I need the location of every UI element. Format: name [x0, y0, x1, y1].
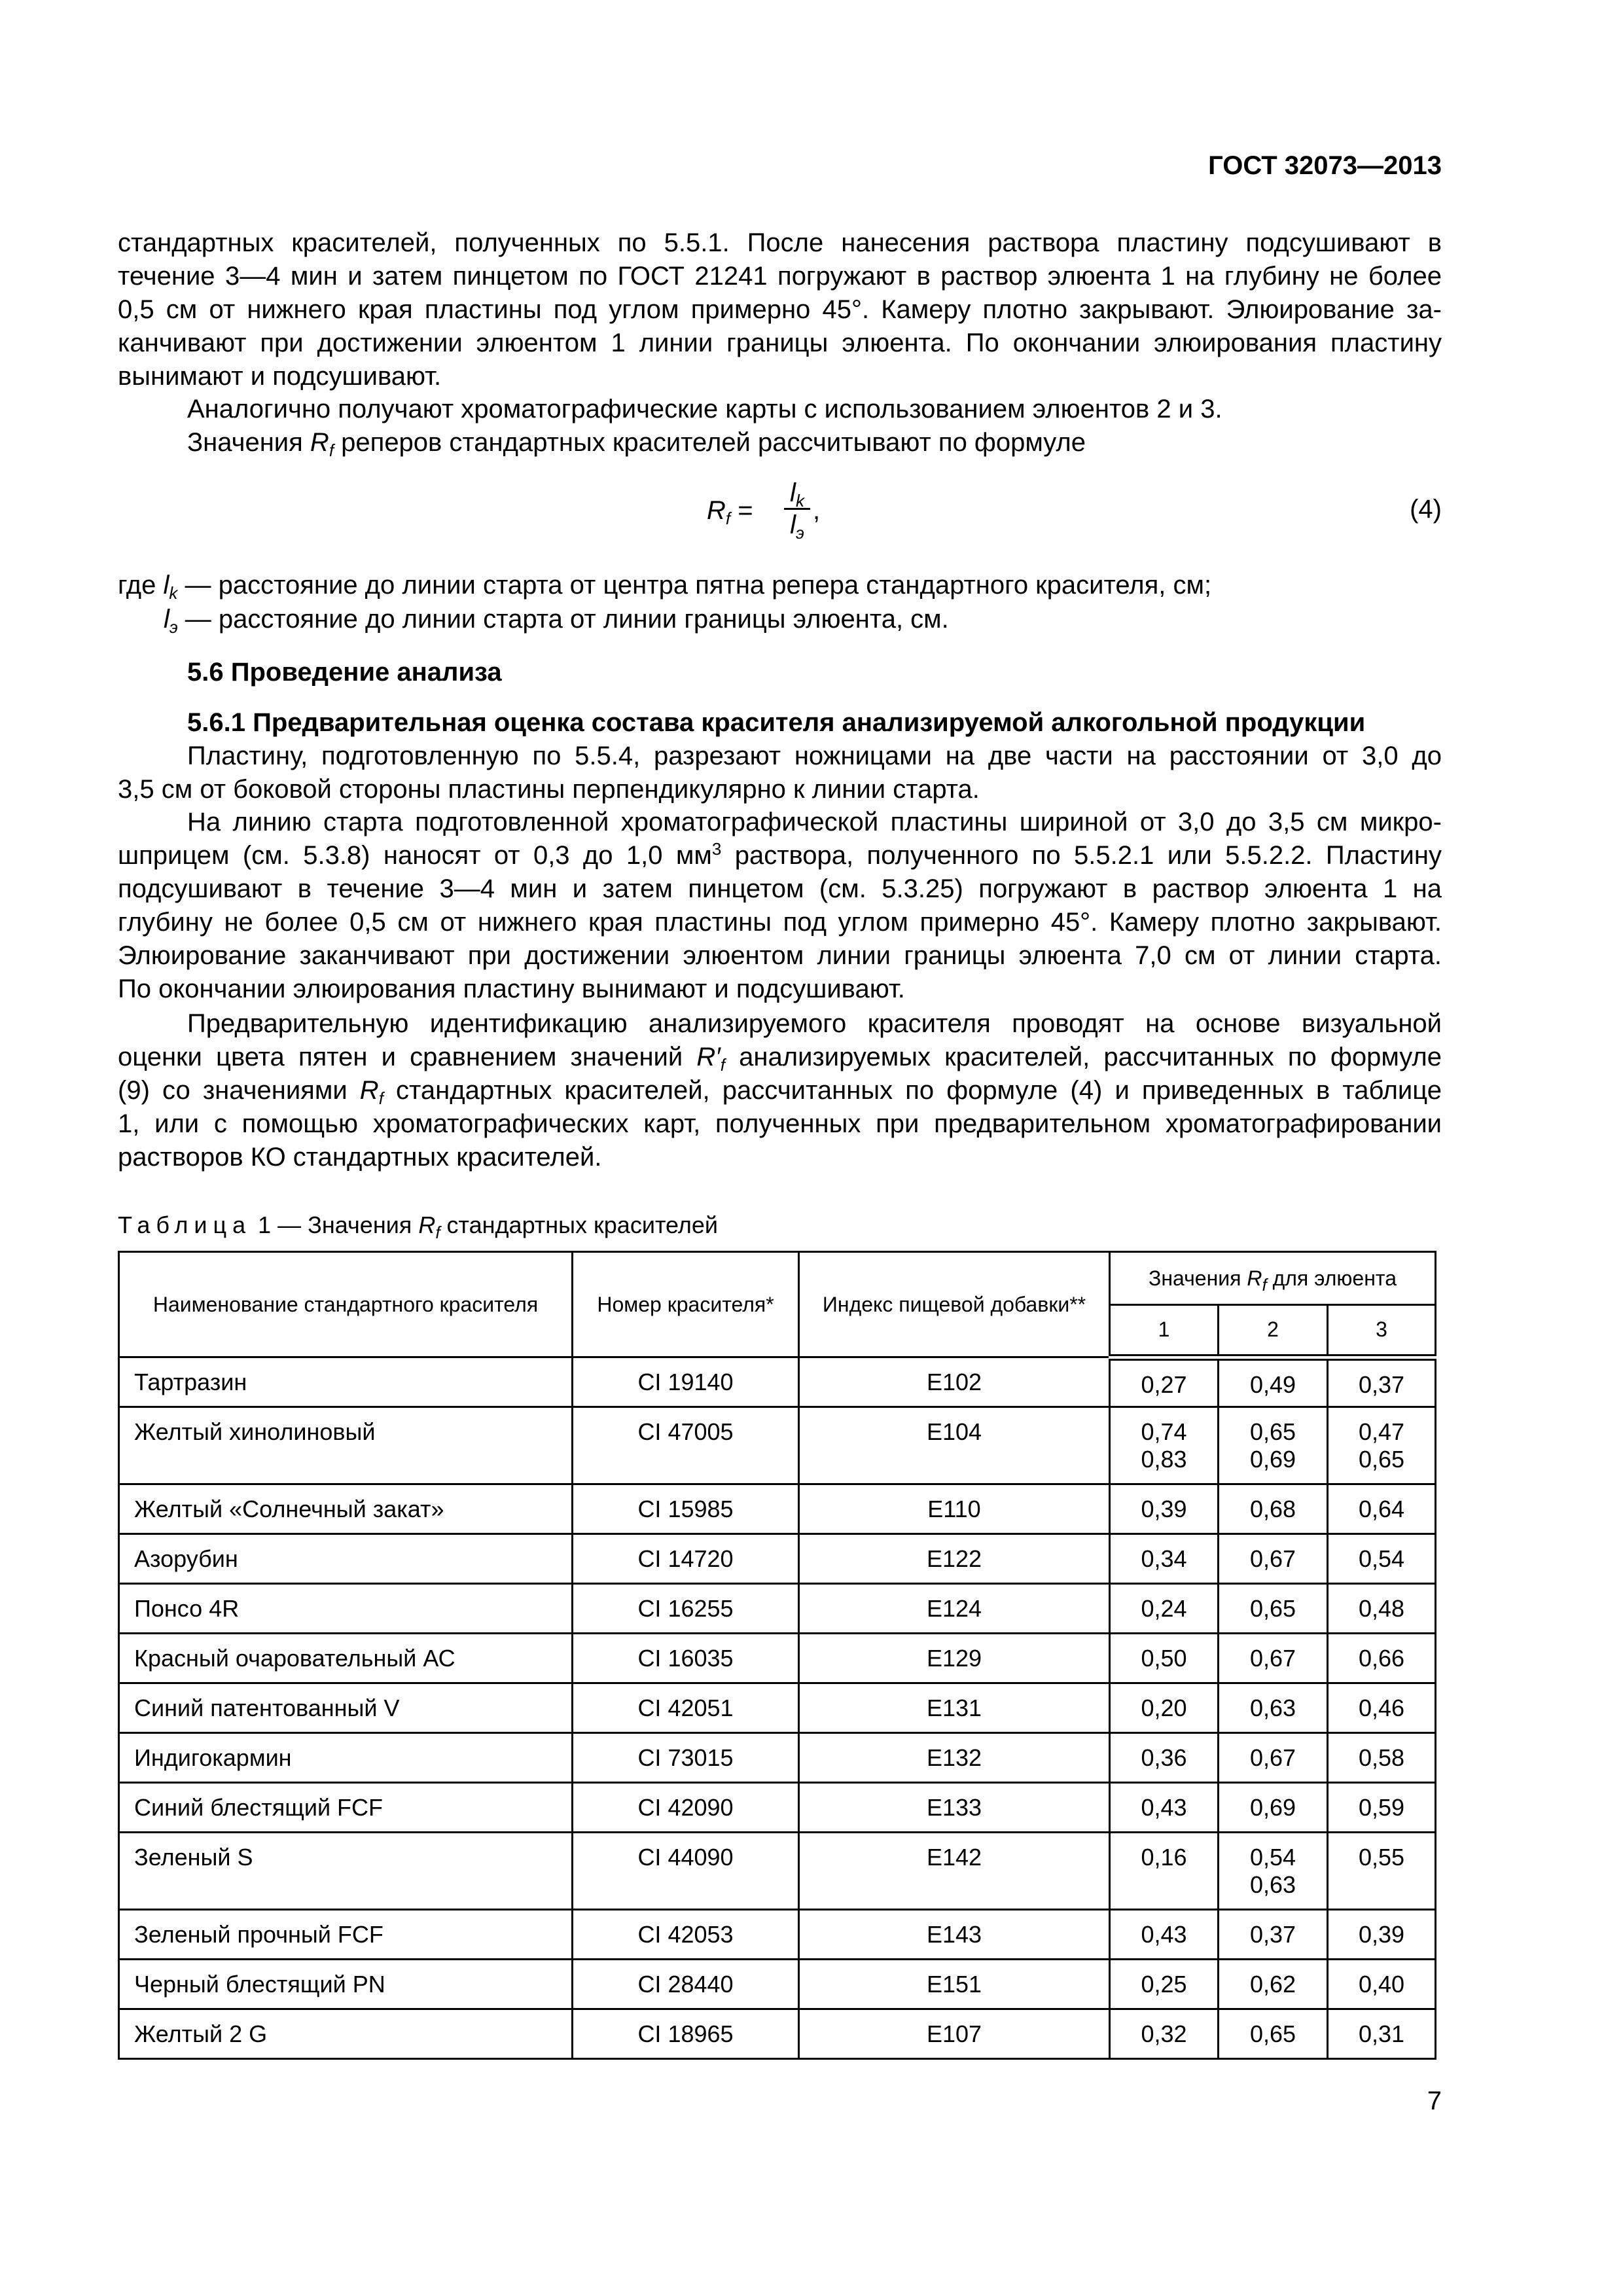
text-segment: — расстояние до линии старта от линии границы элюента, см. — [177, 605, 949, 634]
text-line: 3,5 см от боковой стороны пластины перпендикулярно к линии старта. — [118, 775, 980, 804]
header-rf-values — [1110, 1252, 1436, 1305]
text-line: Элюирование заканчивают при достижении элюентом линии границы элюента 7,0 см от линии старта. — [118, 941, 1442, 970]
food-index-cell: E104 — [799, 1407, 1110, 1484]
food-index-cell: E151 — [799, 1960, 1110, 2009]
formula-denominator — [784, 510, 810, 543]
food-index-cell: E107 — [799, 2009, 1110, 2059]
caption-text: 1 — Значения — [251, 1211, 419, 1238]
rf-eluent-3-cell: 0,64 — [1328, 1484, 1436, 1534]
rf-eluent-2-cell: 0,63 — [1219, 1683, 1328, 1733]
rf-eluent-2-cell: 0,54 0,63 — [1219, 1833, 1328, 1910]
rf-eluent-3-cell: 0,37 — [1328, 1357, 1436, 1407]
rf-eluent-3-cell: 0,47 0,65 — [1328, 1407, 1436, 1484]
table-caption — [118, 1209, 718, 1242]
dye-number-cell: CI 19140 — [573, 1357, 799, 1407]
dye-number-cell: CI 16255 — [573, 1584, 799, 1634]
text-line: 0,5 см от нижнего края пластины под углом примерно 45°. Камеру плотно закрывают. Элюирование за- — [118, 295, 1442, 324]
table-row — [119, 1584, 1436, 1634]
text-line: 5.6.1 Предварительная оценка состава красителя анализируемой алкогольной продукции — [187, 708, 1366, 737]
rf-eluent-1-cell: 0,74 0,83 — [1110, 1407, 1219, 1484]
dye-name-cell: Тартразин — [119, 1357, 573, 1407]
dye-name-cell: Красный очаровательный АС — [119, 1634, 573, 1683]
rf-eluent-2-cell: 0,67 — [1219, 1534, 1328, 1584]
rf-eluent-1-cell: 0,32 — [1110, 2009, 1219, 2059]
dye-name-cell: Желтый «Солнечный закат» — [119, 1484, 573, 1534]
dye-number-cell: CI 42053 — [573, 1910, 799, 1960]
text-line: Аналогично получают хроматографические карты с использованием элюентов 2 и 3. — [187, 395, 1222, 423]
dye-number-cell: CI 42090 — [573, 1783, 799, 1833]
formula-var-r: R — [707, 496, 726, 525]
where-definition-le — [164, 603, 1488, 636]
formula-fraction — [784, 478, 810, 543]
formula-equals: = — [730, 496, 760, 525]
rf-eluent-2-cell: 0,65 — [1219, 2009, 1328, 2059]
equation-number: (4) — [1410, 495, 1442, 524]
rf-eluent-1-cell: 0,50 — [1110, 1634, 1219, 1683]
text-line — [118, 839, 1442, 872]
page-number: 7 — [1427, 2087, 1442, 2115]
text-segment: 3 — [711, 839, 722, 859]
rf-eluent-2-cell: 0,62 — [1219, 1960, 1328, 2009]
table-row — [119, 1357, 1436, 1407]
rf-eluent-3-cell: 0,55 — [1328, 1833, 1436, 1910]
text-line: глубину не более 0,5 см от нижнего края пластины под углом примерно 45°. Камеру плотно закрывают. — [118, 908, 1442, 937]
rf-eluent-1-cell: 0,27 — [1110, 1357, 1219, 1407]
section-heading-5-6-1 — [118, 706, 1442, 740]
paragraph-cut-plate — [118, 740, 1442, 806]
text-segment: R — [359, 1076, 379, 1105]
text-line: 5.6 Проведение анализа — [187, 658, 502, 687]
text-segment: оценки цвета пятен и сравнением значений — [118, 1043, 697, 1071]
text-segment: l — [163, 571, 169, 600]
section-heading-5-6 — [118, 656, 1442, 689]
rf-eluent-2-cell: 0,65 0,69 — [1219, 1407, 1328, 1484]
caption-label: Таблица — [118, 1211, 252, 1238]
table-row — [119, 1407, 1436, 1484]
formula-numerator — [784, 478, 810, 511]
text-line — [118, 1074, 1442, 1107]
text-line — [118, 1041, 1442, 1074]
formula-sub-f: f — [725, 509, 731, 528]
rf-eluent-1-cell: 0,39 — [1110, 1484, 1219, 1534]
text-line: Предварительную идентификацию анализируемого красителя проводят на основе визуальной — [187, 1009, 1442, 1038]
food-index-cell: E110 — [799, 1484, 1110, 1534]
rf-header-post: для элюента — [1266, 1266, 1397, 1290]
rf-eluent-1-cell: 0,36 — [1110, 1733, 1219, 1783]
table-row — [119, 1634, 1436, 1683]
rf-eluent-2-cell: 0,37 — [1219, 1910, 1328, 1960]
header-food-additive-index: Индекс пищевой добавки** — [799, 1252, 1110, 1357]
text-line: вынимают и подсушивают. — [118, 362, 442, 391]
dye-name-cell: Синий патентованный V — [119, 1683, 573, 1733]
food-index-cell: E132 — [799, 1733, 1110, 1783]
rf-eluent-3-cell: 0,54 — [1328, 1534, 1436, 1584]
food-index-cell: E143 — [799, 1910, 1110, 1960]
denominator-sub: э — [796, 523, 804, 543]
rf-eluent-3-cell: 0,58 — [1328, 1733, 1436, 1783]
dye-name-cell: Желтый 2 G — [119, 2009, 573, 2059]
rf-eluent-1-cell: 0,20 — [1110, 1683, 1219, 1733]
formula-comma: , — [813, 496, 821, 525]
table-row — [119, 1783, 1436, 1833]
header-eluent-2: 2 — [1219, 1305, 1328, 1357]
dye-number-cell: CI 44090 — [573, 1833, 799, 1910]
text-segment: l — [164, 605, 169, 634]
text-line: По окончании элюирования пластину вынимают и подсушивают. — [118, 975, 905, 1003]
rf-header-var: R — [1247, 1266, 1262, 1290]
food-index-cell: E102 — [799, 1357, 1110, 1407]
numerator-sub: k — [795, 491, 804, 511]
rf-eluent-1-cell: 0,34 — [1110, 1534, 1219, 1584]
caption-sub: f — [435, 1223, 440, 1242]
dye-name-cell: Черный блестящий PN — [119, 1960, 573, 2009]
dye-number-cell: CI 16035 — [573, 1634, 799, 1683]
text-line: растворов КО стандартных красителей. — [118, 1143, 602, 1172]
table-row — [119, 1833, 1436, 1910]
rf-eluent-1-cell: 0,16 — [1110, 1833, 1219, 1910]
document-code-header: ГОСТ 32073—2013 — [1208, 151, 1442, 180]
food-index-cell: E131 — [799, 1683, 1110, 1733]
paragraph-rf-formula-intro — [118, 426, 1442, 459]
paragraph-identification — [118, 1007, 1442, 1174]
rf-eluent-2-cell: 0,65 — [1219, 1584, 1328, 1634]
text-line: 1, или с помощью хроматографических карт, полученных при предварительном хроматографировании — [118, 1109, 1442, 1138]
table-row — [119, 1733, 1436, 1783]
text-line: стандартных красителей, полученных по 5.5.1. После нанесения раствора пластину подсушивают в — [118, 228, 1442, 257]
denominator-var: l — [790, 511, 796, 539]
rf-eluent-2-cell: 0,68 — [1219, 1484, 1328, 1534]
rf-eluent-2-cell: 0,67 — [1219, 1634, 1328, 1683]
rf-header-pre: Значения — [1149, 1266, 1247, 1290]
table-row — [119, 1960, 1436, 2009]
header-dye-number: Номер красителя* — [573, 1252, 799, 1357]
text-segment: — расстояние до линии старта от центра пятна репера стандартного красителя, см; — [177, 571, 1212, 600]
rf-eluent-1-cell: 0,25 — [1110, 1960, 1219, 2009]
caption-var: R — [418, 1211, 436, 1238]
rf-eluent-3-cell: 0,66 — [1328, 1634, 1436, 1683]
text-segment: Значения — [187, 428, 310, 457]
text-segment: f — [720, 1055, 725, 1075]
text-segment: реперов стандартных красителей рассчитывают по формуле — [334, 428, 1086, 457]
dye-name-cell: Индигокармин — [119, 1733, 573, 1783]
dye-name-cell: Азорубин — [119, 1534, 573, 1584]
rf-eluent-3-cell: 0,48 — [1328, 1584, 1436, 1634]
dye-name-cell: Синий блестящий FCF — [119, 1783, 573, 1833]
paragraph-eluent-1 — [118, 226, 1442, 393]
rf-eluent-3-cell: 0,59 — [1328, 1783, 1436, 1833]
text-segment: раствора, полученного по 5.5.2.1 или 5.5.2.2. Пластину — [721, 841, 1442, 870]
rf-eluent-3-cell: 0,40 — [1328, 1960, 1436, 2009]
text-line: течение 3—4 мин и затем пинцетом по ГОСТ 21241 погружают в раствор элюента 1 на глубину не более — [118, 262, 1442, 291]
text-segment: где — [118, 571, 164, 600]
where-definition-lk — [118, 569, 1442, 602]
table-row — [119, 1910, 1436, 1960]
text-line: подсушивают в течение 3—4 мин и затем пинцетом (см. 5.3.25) погружают в раствор элюента 1 на — [118, 874, 1442, 903]
text-segment: R — [310, 428, 329, 457]
table-row — [119, 2009, 1436, 2059]
rf-values-table — [118, 1251, 1436, 2060]
rf-header-sub: f — [1262, 1274, 1267, 1295]
dye-number-cell: CI 15985 — [573, 1484, 799, 1534]
table-row — [119, 1683, 1436, 1733]
numerator-var: l — [790, 478, 796, 507]
text-line — [118, 569, 1442, 602]
text-segment: R′ — [696, 1043, 721, 1071]
text-segment: анализируемых красителей, рассчитанных по формуле — [725, 1043, 1442, 1071]
rf-eluent-3-cell: 0,31 — [1328, 2009, 1436, 2059]
table-row — [119, 1534, 1436, 1584]
paragraph-eluents-2-3 — [118, 393, 1442, 426]
table-row — [119, 1484, 1436, 1534]
rf-eluent-1-cell: 0,24 — [1110, 1584, 1219, 1634]
dye-number-cell: CI 14720 — [573, 1534, 799, 1584]
rf-eluent-2-cell: 0,49 — [1219, 1357, 1328, 1407]
food-index-cell: E133 — [799, 1783, 1110, 1833]
dye-name-cell: Зеленый прочный FCF — [119, 1910, 573, 1960]
rf-eluent-1-cell: 0,43 — [1110, 1783, 1219, 1833]
formula-lhs — [707, 496, 760, 526]
table-header-row — [119, 1252, 1436, 1305]
food-index-cell: E122 — [799, 1534, 1110, 1584]
text-segment: f — [378, 1088, 383, 1108]
rf-eluent-3-cell: 0,46 — [1328, 1683, 1436, 1733]
paragraph-apply-solution — [118, 806, 1442, 1006]
dye-number-cell: CI 47005 — [573, 1407, 799, 1484]
rf-eluent-3-cell: 0,39 — [1328, 1910, 1436, 1960]
text-line — [118, 426, 1442, 459]
food-index-cell: E124 — [799, 1584, 1110, 1634]
header-dye-name: Наименование стандартного красителя — [119, 1252, 573, 1357]
rf-eluent-1-cell: 0,43 — [1110, 1910, 1219, 1960]
dye-number-cell: CI 18965 — [573, 2009, 799, 2059]
text-segment: f — [329, 440, 334, 460]
food-index-cell: E142 — [799, 1833, 1110, 1910]
text-segment: k — [169, 583, 178, 603]
food-index-cell: E129 — [799, 1634, 1110, 1683]
dye-number-cell: CI 42051 — [573, 1683, 799, 1733]
text-line: канчивают при достижении элюентом 1 линии границы элюента. По окончании элюирования пластину — [118, 329, 1442, 357]
rf-eluent-2-cell: 0,67 — [1219, 1733, 1328, 1783]
dye-number-cell: CI 73015 — [573, 1733, 799, 1783]
text-line: На линию старта подготовленной хроматографической пластины шириной от 3,0 до 3,5 см микро- — [187, 808, 1442, 836]
text-line: Пластину, подготовленную по 5.5.4, разрезают ножницами на две части на расстоянии от 3,0 до — [187, 742, 1442, 770]
header-eluent-3: 3 — [1328, 1305, 1436, 1357]
dye-name-cell: Желтый хинолиновый — [119, 1407, 573, 1484]
header-eluent-1: 1 — [1110, 1305, 1219, 1357]
dye-name-cell: Зеленый S — [119, 1833, 573, 1910]
dye-name-cell: Понсо 4R — [119, 1584, 573, 1634]
caption-tail: стандартных красителей — [440, 1211, 718, 1238]
text-segment: шприцем (см. 5.3.8) наносят от 0,3 до 1,0 мм — [118, 841, 712, 870]
text-segment: э — [169, 617, 178, 637]
dye-number-cell: CI 28440 — [573, 1960, 799, 2009]
text-segment: (9) со значениями — [118, 1076, 360, 1105]
text-segment: стандартных красителей, рассчитанных по формуле (4) и приведенных в таблице — [383, 1076, 1442, 1105]
rf-eluent-2-cell: 0,69 — [1219, 1783, 1328, 1833]
text-line — [164, 603, 1488, 636]
